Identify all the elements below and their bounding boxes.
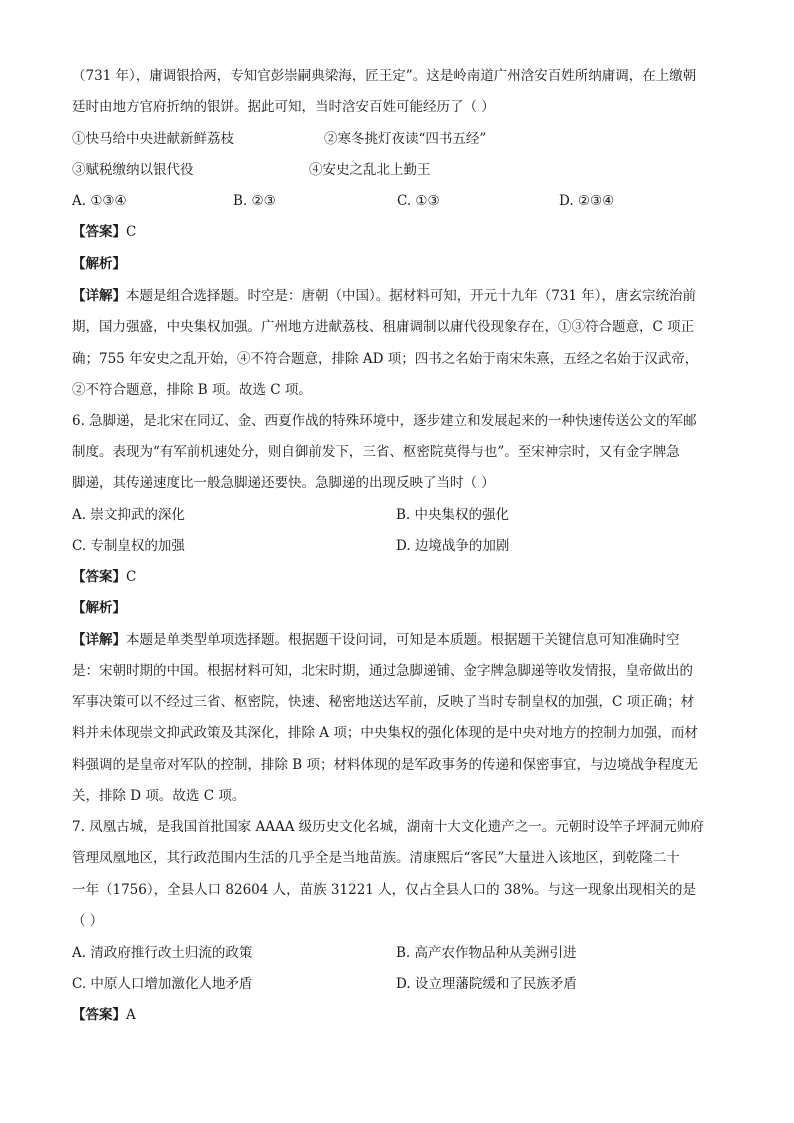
detail-tag: 【详解】	[72, 288, 126, 304]
q5-analysis-tag	[72, 254, 724, 274]
q5-stem-line-2: 廷时由地方官府折纳的银饼。据此可知，当时浛安百姓可能经历了（ ）	[72, 99, 495, 115]
answer-tag: 【答案】	[72, 569, 126, 585]
detail-text: 本题是单类型单项选择题。根据题干设问词，可知是本质题。根据题干关键信息可知准确时空	[126, 632, 680, 648]
q6-option-b: B. 中央集权的强化	[396, 507, 510, 523]
q7-stem-line-3: 一年（1756），全县人口 82604 人，苗族 31221 人，仅占全县人口的 38%。与这一现象出现相关的是	[72, 882, 696, 898]
q7-stem-line-2: 管理凤凰地区，其行政范围内生活的几乎全是当地苗族。清康熙后“客民”大量进入该地区，到乾隆二十	[72, 850, 680, 866]
detail-text: 本题是组合选择题。时空是：唐朝（中国）。据材料可知，开元十九年（731 年），唐玄宗统治前	[126, 288, 697, 304]
q7-stem-line-4: （ ）	[72, 913, 104, 929]
q6-stem-line-1: 6. 急脚递，是北宋在同辽、金、西夏作战的特殊环境中，逐步建立和发展起来的一种快速传送公文的军邮	[72, 413, 697, 429]
q7-option-c: C. 中原人口增加激化人地矛盾	[72, 976, 253, 992]
q5-item-1: ①快马给中央进献新鲜荔枝	[72, 131, 234, 147]
q6-option-d: D. 边境战争的加剧	[396, 538, 510, 554]
q6-stem-line-2: 制度。表现为“有军前机速处分，则自御前发下，三省、枢密院莫得与也”。至宋神宗时，又有金字牌急	[72, 444, 680, 460]
q6-option-a: A. 崇文抑武的深化	[72, 507, 185, 523]
q6-detail-line-6: 关，排除 D 项。故选 C 项。	[72, 788, 246, 804]
q6-detail-line-5: 料强调的是皇帝对军队的控制，排除 B 项；材料体现的是军政事务的传递和保密事宜，与边境战争程度无	[72, 757, 699, 773]
q5-option-a: A. ①③④	[72, 193, 127, 209]
q7-option-d: D. 设立理藩院缓和了民族矛盾	[396, 976, 577, 992]
answer-tag: 【答案】	[72, 224, 126, 240]
q5-detail-line-4: ②不符合题意，排除 B 项。故选 C 项。	[72, 382, 312, 398]
answer-tag: 【答案】	[72, 1007, 126, 1023]
detail-tag: 【详解】	[72, 632, 126, 648]
q5-detail-line-3: 确；755 年安史之乱开始，④不符合题意，排除 AD 项；四书之名始于南宋朱熹，五经之名始于汉武帝，	[72, 351, 699, 367]
q5-detail-line-1	[72, 286, 724, 306]
q6-detail-line-3: 军事决策可以不经过三省、枢密院，快速、秘密地送达军前，反映了当时专制皇权的加强，C 项正确；材	[72, 694, 695, 710]
answer-value: A	[126, 1007, 136, 1023]
q6-option-c: C. 专制皇权的加强	[72, 538, 185, 554]
q7-stem-line-1: 7. 凤凰古城，是我国首批国家 AAAA 级历史文化名城，湖南十大文化遗产之一。元朝时设竿子坪洞元帅府	[72, 819, 704, 835]
q7-option-a: A. 清政府推行改土归流的政策	[72, 945, 253, 961]
answer-value: C	[126, 224, 137, 240]
q5-stem-line-1: （731 年），庸调银拾两，专知官彭崇嗣典梁海，匠王定”。这是岭南道广州浛安百姓所纳庸调，在上缴朝	[72, 68, 697, 84]
q6-analysis-tag	[72, 598, 724, 618]
q5-item-3: ③赋税缴纳以银代役	[72, 162, 194, 178]
analysis-tag: 【解析】	[72, 600, 126, 616]
q5-detail-line-2: 期，国力强盛，中央集权加强。广州地方进献荔枝、租庸调制以庸代役现象存在，①③符合题意，C 项正	[72, 319, 695, 335]
q7-option-b: B. 高产农作物品种从美洲引进	[396, 945, 577, 961]
q5-answer	[72, 222, 724, 242]
answer-value: C	[126, 569, 137, 585]
q6-stem-line-3: 脚递，其传递速度比一般急脚递还要快。急脚递的出现反映了当时（ ）	[72, 475, 495, 491]
q5-item-4: ④安史之乱北上勤王	[309, 162, 431, 178]
q5-item-2: ②寒冬挑灯夜读“四书五经”	[324, 131, 487, 147]
q6-detail-line-1	[72, 630, 724, 650]
q5-option-c: C. ①③	[397, 193, 440, 209]
analysis-tag: 【解析】	[72, 256, 126, 272]
q6-detail-line-2: 是：宋朝时期的中国。根据材料可知，北宋时期，通过急脚递铺、金字牌急脚递等收发情报，皇帝做出的	[72, 663, 693, 679]
q7-answer	[72, 1005, 724, 1025]
q6-detail-line-4: 料并未体现崇文抑武政策及其深化，排除 A 项；中央集权的强化体现的是中央对地方的控制力加强，而材	[72, 725, 698, 741]
q6-answer	[72, 567, 724, 587]
q5-option-d: D. ②③④	[559, 193, 615, 209]
q5-option-b: B. ②③	[233, 193, 276, 209]
